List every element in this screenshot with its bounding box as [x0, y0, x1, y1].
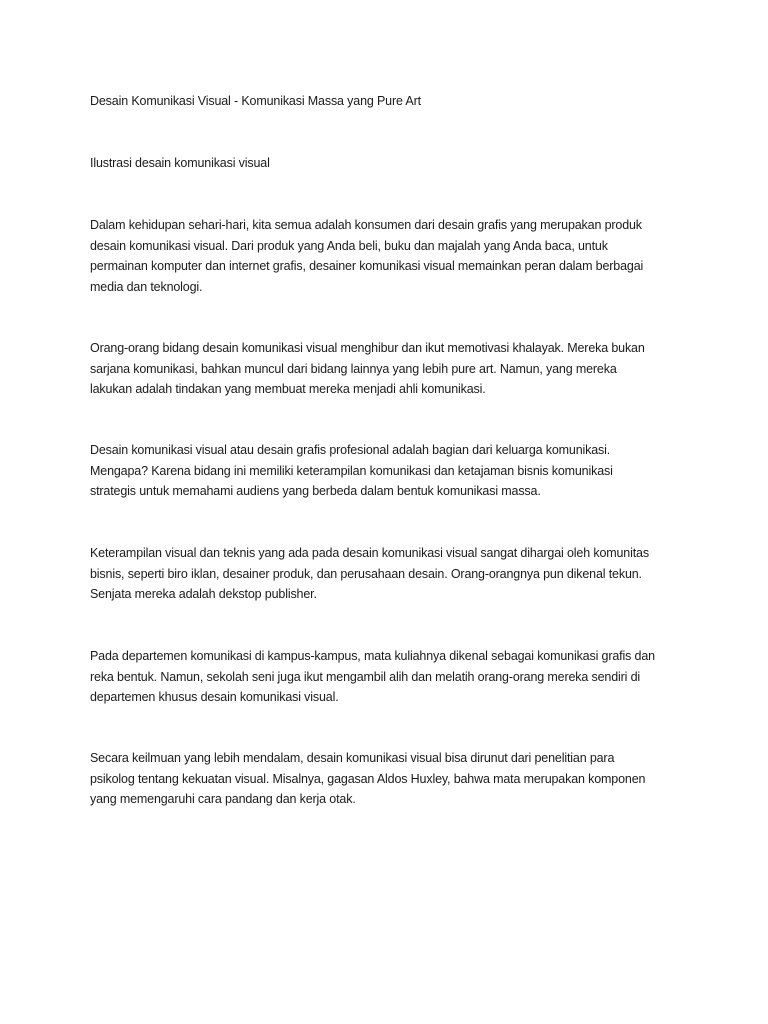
paragraph-line: bisnis, seperti biro iklan, desainer produk, dan perusahaan desain. Orang-orangnya pun dikenal tekun.	[90, 566, 642, 581]
paragraph-line: Mengapa? Karena bidang ini memiliki keterampilan komunikasi dan ketajaman bisnis komunikasi	[90, 463, 613, 478]
paragraph-line: reka bentuk. Namun, sekolah seni juga ikut mengambil alih dan melatih orang-orang mereka sendiri di	[90, 669, 641, 684]
paragraph-line: permainan komputer dan internet grafis, desainer komunikasi visual memainkan peran dalam berbagai	[90, 259, 644, 273]
document-title	[90, 91, 690, 112]
paragraph-line: yang memengaruhi cara pandang dan kerja otak.	[90, 792, 356, 806]
paragraph-line: lakukan adalah tindakan yang membuat mereka menjadi ahli komunikasi.	[90, 382, 486, 396]
paragraph-line: Dalam kehidupan sehari-hari, kita semua adalah konsumen dari desain grafis yang merupakan produk	[90, 218, 642, 232]
paragraph-6	[90, 748, 690, 810]
paragraph-4	[90, 543, 690, 605]
paragraph-line: Orang-orang bidang desain komunikasi visual menghibur dan ikut memotivasi khalayak. Mereka bukan	[90, 341, 645, 355]
paragraph-line: Secara keilmuan yang lebih mendalam, desain komunikasi visual bisa dirunut dari penelitian para	[90, 751, 615, 765]
paragraph-line: sarjana komunikasi, bahkan muncul dari bidang lainnya yang lebih pure art. Namun, yang mereka	[90, 361, 617, 376]
paragraph-1	[90, 215, 690, 297]
paragraph-line: media dan teknologi.	[90, 279, 203, 294]
paragraph-line: Desain komunikasi visual atau desain grafis profesional adalah bagian dari keluarga komunikasi.	[90, 443, 611, 457]
paragraph-5	[90, 646, 690, 708]
paragraph-line: strategis untuk memahami audiens yang berbeda dalam bentuk komunikasi massa.	[90, 484, 541, 498]
paragraph-line: Keterampilan visual dan teknis yang ada pada desain komunikasi visual sangat dihargai oleh komunitas	[90, 546, 649, 560]
title-line: Desain Komunikasi Visual - Komunikasi Massa yang Pure Art	[90, 94, 421, 108]
paragraph-line: Pada departemen komunikasi di kampus-kampus, mata kuliahnya dikenal sebagai komunikasi grafis dan	[90, 649, 655, 663]
paragraph-2	[90, 338, 690, 400]
subtitle-line: Ilustrasi desain komunikasi visual	[90, 156, 270, 170]
document-subtitle	[90, 153, 690, 174]
paragraph-line: desain komunikasi visual. Dari produk yang Anda beli, buku dan majalah yang Anda baca, untuk	[90, 238, 608, 253]
paragraph-line: departemen khusus desain komunikasi visual.	[90, 690, 339, 704]
paragraph-line: Senjata mereka adalah dekstop publisher.	[90, 587, 317, 601]
paragraph-3	[90, 440, 690, 502]
paragraph-line: psikolog tentang kekuatan visual. Misalnya, gagasan Aldos Huxley, bahwa mata merupakan komponen	[90, 771, 646, 786]
